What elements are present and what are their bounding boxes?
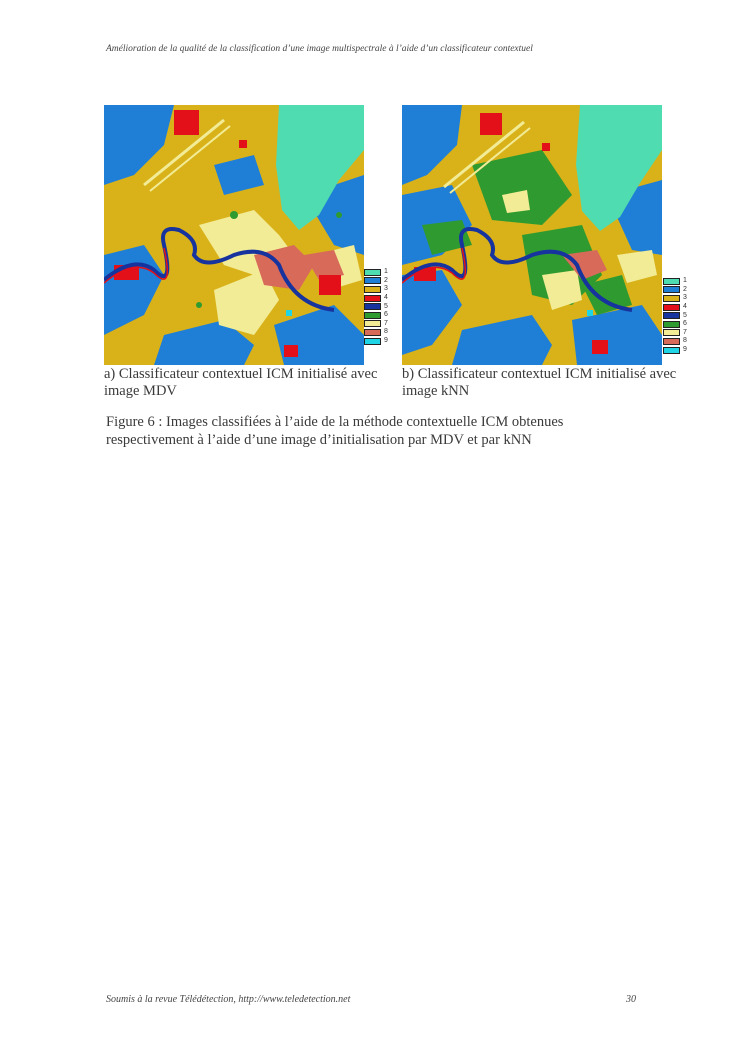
legend-swatch <box>364 303 381 310</box>
legend-item <box>364 285 394 294</box>
legend-swatch <box>364 286 381 293</box>
running-footer: Soumis à la revue Télédétection, http://www.teledetection.net <box>106 994 351 1005</box>
legend-swatch <box>364 312 381 319</box>
legend-swatch <box>364 277 381 284</box>
legend-label: 6 <box>384 311 388 319</box>
legend-swatch <box>364 329 381 336</box>
caption-line: image MDV <box>104 383 177 399</box>
caption-line: a) Classificateur contextuel ICM initialisé avec <box>104 366 378 382</box>
legend-item <box>364 320 394 329</box>
legend-swatch <box>663 347 680 354</box>
legend-label: 9 <box>683 346 687 354</box>
legend-item <box>663 329 693 338</box>
classified-image-knn <box>402 105 662 365</box>
legend-item <box>663 286 693 295</box>
subfigure-caption-a <box>104 366 404 400</box>
legend-swatch <box>364 269 381 276</box>
legend-swatch <box>364 320 381 327</box>
legend-swatch <box>364 338 381 345</box>
legend-swatch <box>663 338 680 345</box>
caption-line: image kNN <box>402 383 470 399</box>
legend-item <box>364 337 394 346</box>
legend-item <box>663 337 693 346</box>
legend-item <box>663 320 693 329</box>
legend-item <box>364 302 394 311</box>
legend-label: 4 <box>384 294 388 302</box>
legend-item <box>663 294 693 303</box>
legend-swatch <box>663 286 680 293</box>
legend-item <box>364 294 394 303</box>
classified-image-mdv <box>104 105 364 365</box>
legend-label: 1 <box>384 268 388 276</box>
legend-swatch <box>663 329 680 336</box>
legend-label: 5 <box>683 311 687 319</box>
legend-label: 5 <box>384 302 388 310</box>
legend-label: 3 <box>384 285 388 293</box>
legend-label: 8 <box>683 337 687 345</box>
legend-label: 9 <box>384 337 388 345</box>
legend-knn <box>663 277 693 354</box>
legend-item <box>364 268 394 277</box>
subfigure-caption-b <box>402 366 702 400</box>
legend-item <box>663 311 693 320</box>
running-header: Amélioration de la qualité de la classification d’une image multispectrale à l’aide d’un classificateur contextuel <box>106 44 533 54</box>
caption-line: b) Classificateur contextuel ICM initialisé avec <box>402 366 677 382</box>
legend-swatch <box>663 295 680 302</box>
figure-caption-line: respectivement à l’aide d’une image d’initialisation par MDV et par kNN <box>106 431 532 448</box>
legend-mdv <box>364 268 394 345</box>
legend-label: 2 <box>683 285 687 293</box>
legend-item <box>663 277 693 286</box>
legend-item <box>364 311 394 320</box>
legend-label: 6 <box>683 320 687 328</box>
legend-label: 8 <box>384 328 388 336</box>
legend-item <box>663 346 693 355</box>
page-number: 30 <box>626 994 636 1005</box>
legend-label: 7 <box>384 319 388 327</box>
legend-label: 1 <box>683 277 687 285</box>
legend-swatch <box>663 312 680 319</box>
figure-caption-line: Figure 6 : Images classifiées à l’aide de la méthode contextuelle ICM obtenues <box>106 414 564 430</box>
legend-label: 7 <box>683 328 687 336</box>
legend-label: 3 <box>683 294 687 302</box>
legend-swatch <box>663 304 680 311</box>
legend-item <box>364 277 394 286</box>
legend-swatch <box>663 278 680 285</box>
legend-label: 2 <box>384 276 388 284</box>
legend-swatch <box>364 295 381 302</box>
legend-label: 4 <box>683 303 687 311</box>
legend-item <box>663 303 693 312</box>
figure-caption <box>106 414 666 449</box>
legend-item <box>364 328 394 337</box>
legend-swatch <box>663 321 680 328</box>
